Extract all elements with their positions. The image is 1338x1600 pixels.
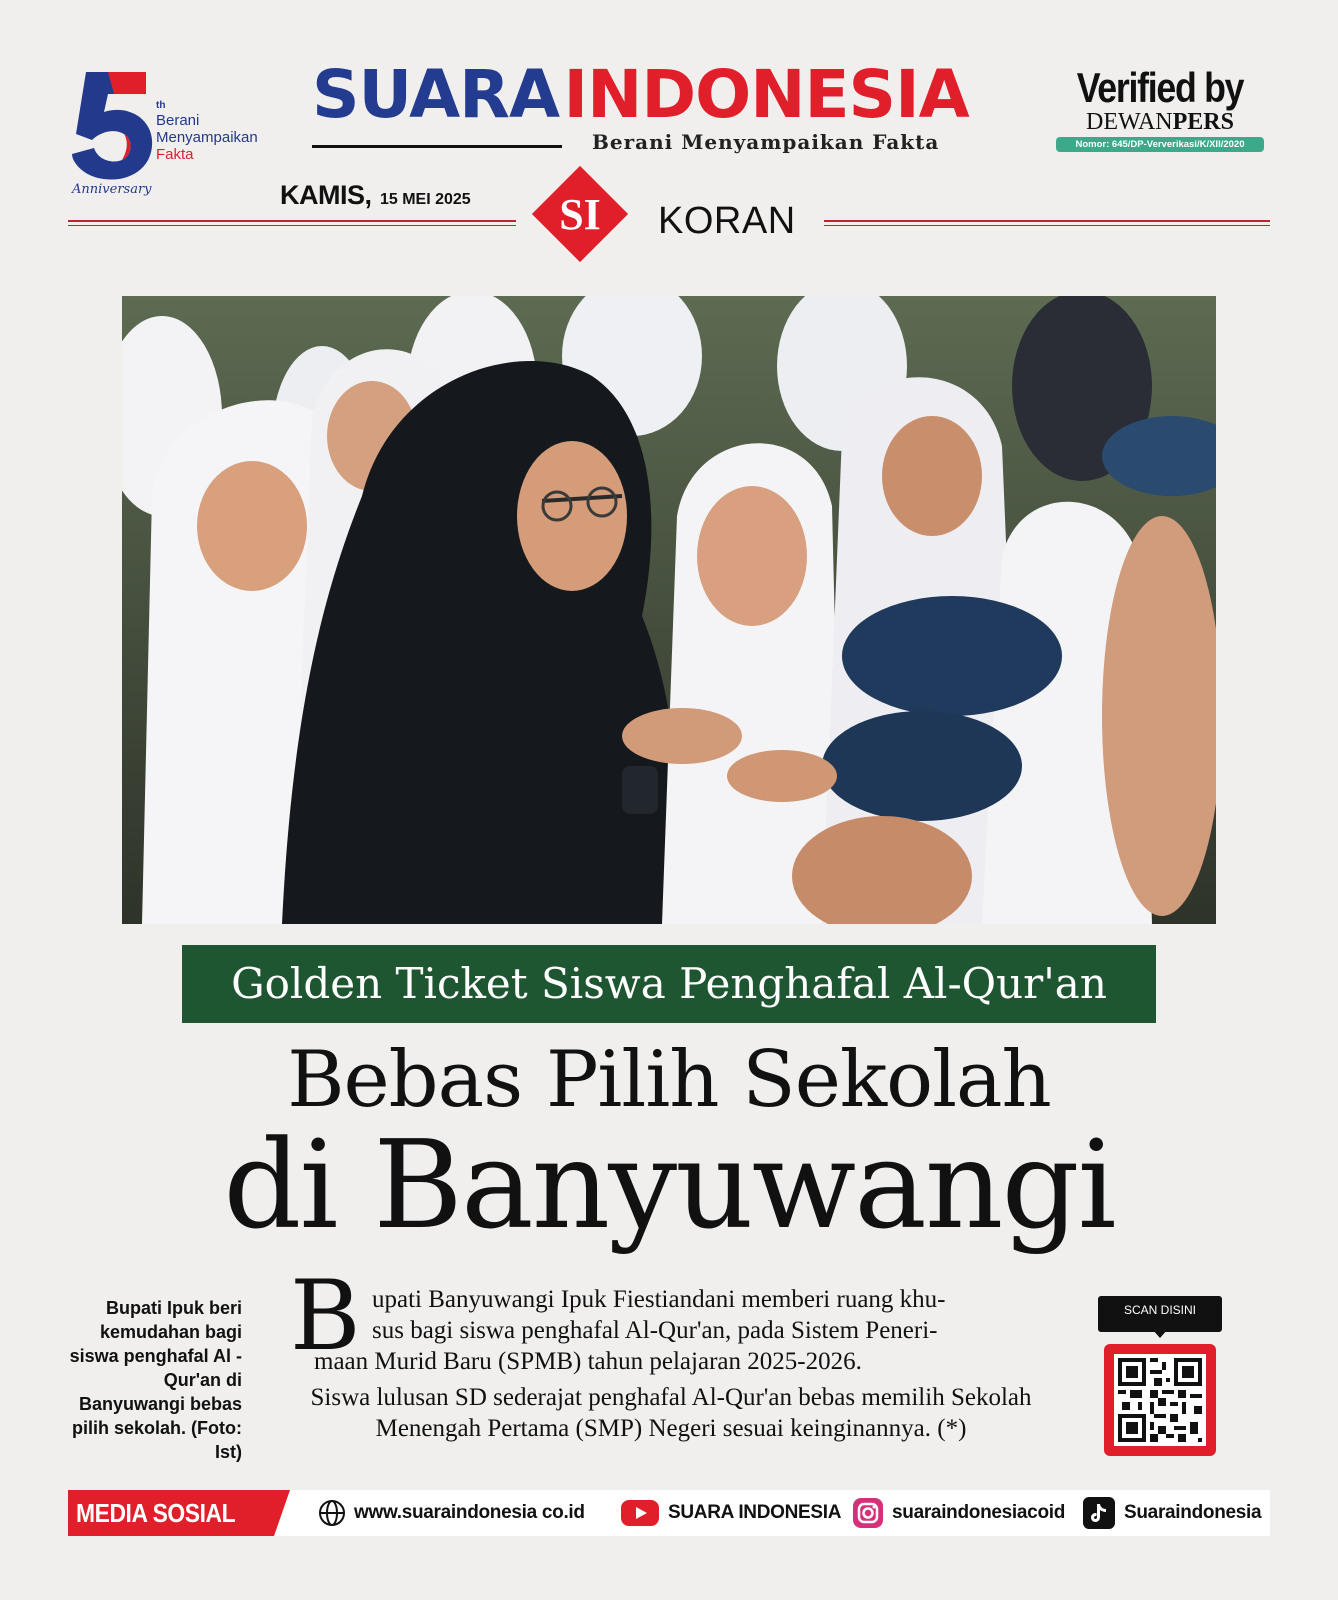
anniversary-line: Berani (156, 112, 200, 129)
dewan-pers-logo (1050, 110, 1270, 134)
social-instagram-text: suaraindonesiacoid (892, 1502, 1066, 1523)
social-youtube-text: SUARA INDONESIA (668, 1502, 842, 1523)
verification-number: Nomor: 645/DP-Ververikasi/K/XII/2020 (1056, 137, 1264, 152)
masthead-divider (312, 145, 562, 148)
anniversary-five-icon (68, 64, 158, 184)
anniversary-tagline (156, 112, 258, 163)
section-koran: KORAN (658, 200, 796, 242)
header-rule (824, 220, 1270, 222)
article-paragraph-1 (314, 1284, 1052, 1377)
article-paragraph-2: Siswa lulusan SD sederajat penghafal Al-Qur'an bebas memilih Sekolah Menengah Pertama (SMP) Negeri sesuai keinginannya. (*) (310, 1384, 1032, 1442)
verified-badge (1050, 66, 1270, 152)
anniversary-script: Anniversary (72, 182, 152, 197)
header-rule (824, 225, 1270, 226)
masthead-tagline: Berani Menyampaikan Fakta (592, 130, 940, 154)
brand-suara: SUARA (312, 56, 560, 133)
youtube-icon (620, 1498, 660, 1528)
lead-photo (122, 296, 1216, 924)
edition-date-value: 15 MEI 2025 (379, 191, 471, 208)
brand-indonesia: INDONESIA (563, 56, 969, 133)
social-tiktok-text: Suaraindonesia (1124, 1502, 1262, 1523)
si-badge: SI (559, 190, 601, 239)
globe-icon (318, 1499, 346, 1527)
anniversary-logo (68, 64, 288, 214)
anniversary-line: Menyampaikan (156, 129, 258, 146)
instagram-icon (852, 1497, 884, 1529)
social-instagram[interactable] (852, 1490, 1065, 1536)
social-tiktok[interactable] (1082, 1490, 1261, 1536)
social-label: MEDIA SOSIAL (76, 1498, 236, 1528)
article-line: upati Banyuwangi Ipuk Fiestiandani memberi ruang khu- (372, 1286, 946, 1313)
dewan-bold: PERS (1172, 109, 1234, 135)
headline-line-1: Bebas Pilih Sekolah (287, 1035, 1051, 1125)
social-youtube[interactable] (620, 1490, 841, 1536)
masthead-brand (312, 56, 969, 136)
edition-day: KAMIS, (280, 180, 372, 210)
header-rule (68, 225, 516, 226)
header-rule (68, 220, 516, 222)
edition-date (280, 180, 471, 211)
headline-line-2: di Banyuwangi (223, 1114, 1115, 1256)
article-line: maan Murid Baru (SPMB) tahun pelajaran 2025-2026. (314, 1348, 862, 1375)
anniversary-line: Fakta (156, 146, 194, 163)
photo-illustration-icon (122, 296, 1216, 924)
verified-title: Verified by (1076, 64, 1244, 111)
dewan-light: DEWAN (1085, 109, 1173, 135)
drop-cap: B (290, 1260, 361, 1372)
social-website-text: www.suaraindonesia co.id (354, 1502, 585, 1523)
article-line: sus bagi siswa penghafal Al-Qur'an, pada Sistem Peneri- (372, 1317, 938, 1344)
qr-code-icon[interactable] (1114, 1354, 1206, 1446)
scan-label-pointer (1152, 1329, 1168, 1338)
kicker-text: Golden Ticket Siswa Penghafal Al-Qur'an (231, 959, 1107, 1008)
scan-label: SCAN DISINI (1098, 1296, 1222, 1332)
social-website[interactable] (318, 1490, 585, 1536)
anniversary-suffix: th (156, 100, 166, 111)
tiktok-icon (1082, 1496, 1116, 1530)
photo-caption: Bupati Ipuk beri kemudahan bagi siswa penghafal Al -Qur'an di Banyuwangi bebas pilih sekolah. (Foto: Ist) (69, 1298, 242, 1462)
